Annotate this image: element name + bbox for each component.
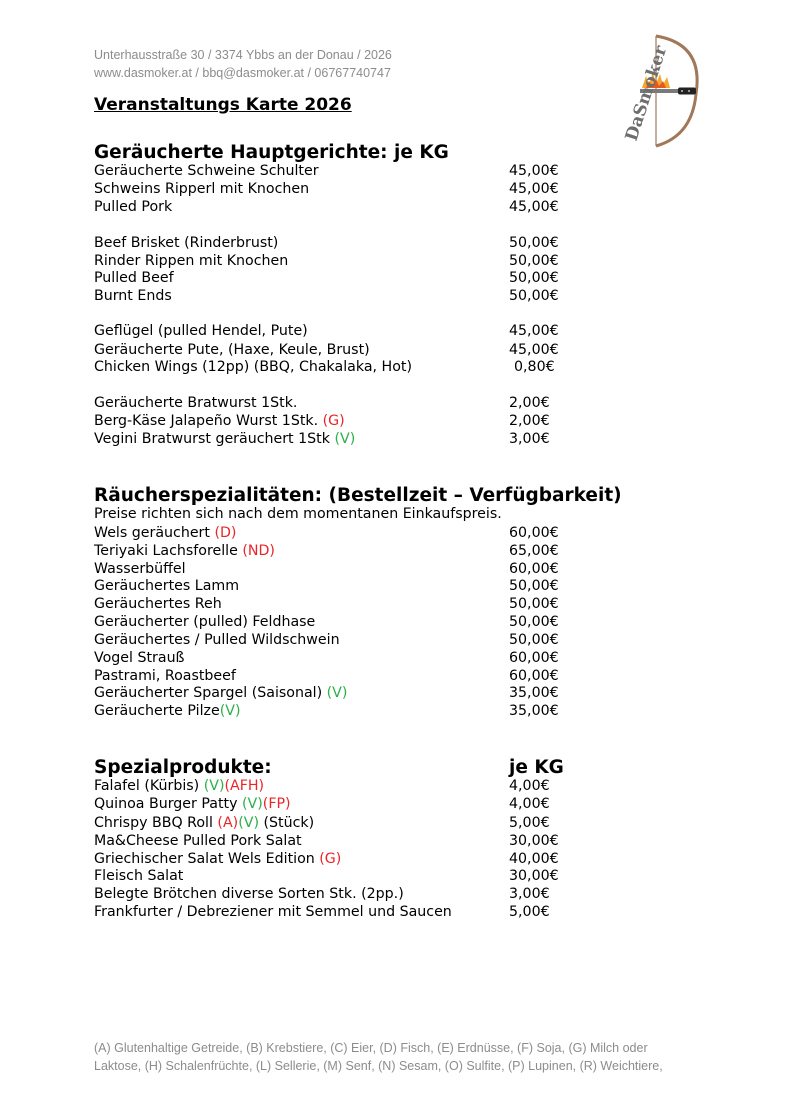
logo-text: DaSmoker — [621, 43, 672, 144]
item-price: 50,00€ — [509, 253, 559, 269]
item-price: 30,00€ — [509, 868, 559, 884]
item-price: 50,00€ — [509, 614, 559, 630]
item-price: 60,00€ — [509, 561, 559, 577]
menu-item: Burnt Ends 50,00€ — [94, 288, 559, 304]
item-price: 4,00€ — [509, 778, 550, 794]
menu-item: Belegte Brötchen diverse Sorten Stk. (2pp.) 3,00€ — [94, 886, 550, 902]
menu-item: Fleisch Salat 30,00€ — [94, 868, 559, 884]
menu-item: Vogel Strauß 60,00€ — [94, 650, 559, 666]
vegetarian-tag: (V) — [326, 685, 348, 701]
item-price: 35,00€ — [509, 703, 559, 719]
vegetarian-tag: (V) — [242, 796, 263, 812]
menu-item: Teriyaki Lachsforelle (ND) 65,00€ — [94, 543, 559, 559]
allergen-tag: (A) — [217, 815, 239, 831]
item-price: 3,00€ — [509, 886, 550, 902]
menu-item: Falafel (Kürbis) (V)(AFH) 4,00€ — [94, 778, 550, 794]
menu-item: Ma&Cheese Pulled Pork Salat 30,00€ — [94, 833, 559, 849]
item-price: 60,00€ — [509, 525, 559, 541]
menu-item: Griechischer Salat Wels Edition (G) 40,00€ — [94, 851, 559, 867]
item-price: 40,00€ — [509, 851, 559, 867]
item-price: 2,00€ — [509, 413, 550, 429]
section-unit: je KG — [509, 757, 564, 778]
item-price: 45,00€ — [509, 199, 559, 215]
menu-item: Wels geräuchert (D) 60,00€ — [94, 525, 559, 541]
allergen-legend-line-1: (A) Glutenhaltige Getreide, (B) Krebstiere, (C) Eier, (D) Fisch, (E) Erdnüsse, (F) Soja, (G) Milch oder — [94, 1041, 648, 1055]
menu-item: Pastrami, Roastbeef 60,00€ — [94, 668, 559, 684]
item-price: 4,00€ — [509, 796, 550, 812]
item-price: 45,00€ — [509, 163, 559, 179]
page-title: Veranstaltungs Karte 2026 — [94, 95, 352, 115]
section-heading-smoked-mains: Geräucherte Hauptgerichte: je KG — [94, 142, 449, 163]
item-price: 45,00€ — [509, 342, 559, 358]
menu-item: Quinoa Burger Patty (V)(FP) 4,00€ — [94, 796, 550, 812]
menu-item: Geräucherte Bratwurst 1Stk. 2,00€ — [94, 395, 550, 411]
menu-item: Beef Brisket (Rinderbrust) 50,00€ — [94, 235, 559, 251]
allergen-tag: (G) — [322, 413, 345, 429]
item-price: 45,00€ — [509, 323, 559, 339]
allergen-tag: (ND) — [242, 543, 275, 559]
menu-item: Pulled Beef 50,00€ — [94, 270, 559, 286]
section-heading-special-products: Spezialprodukte: — [94, 757, 272, 778]
item-price: 35,00€ — [509, 685, 559, 701]
menu-item: Geräucherte Pute, (Haxe, Keule, Brust) 45,00€ — [94, 342, 559, 358]
vegetarian-tag: (V) — [238, 815, 259, 831]
allergen-tag: (AFH) — [224, 778, 265, 794]
menu-item: Geräucherte Pilze(V) 35,00€ — [94, 703, 559, 719]
menu-item: Geräucherter Spargel (Saisonal) (V) 35,00€ — [94, 685, 559, 701]
menu-item: Wasserbüffel 60,00€ — [94, 561, 559, 577]
allergen-tag: (D) — [214, 525, 237, 541]
item-price: 50,00€ — [509, 288, 559, 304]
vegetarian-tag: (V) — [219, 703, 241, 719]
item-price: 50,00€ — [509, 632, 559, 648]
item-price: 60,00€ — [509, 650, 559, 666]
menu-item: Vegini Bratwurst geräuchert 1Stk (V) 3,00€ — [94, 431, 550, 447]
menu-item: Rinder Rippen mit Knochen 50,00€ — [94, 253, 559, 269]
header-contact: www.dasmoker.at / bbq@dasmoker.at / 06767740747 — [94, 66, 391, 80]
menu-item: Chrispy BBQ Roll (A)(V) (Stück) 5,00€ — [94, 815, 550, 831]
menu-item: Schweins Ripperl mit Knochen 45,00€ — [94, 181, 559, 197]
item-price: 0,80€ — [514, 359, 555, 375]
menu-item: Geflügel (pulled Hendel, Pute) 45,00€ — [94, 323, 559, 339]
item-price: 50,00€ — [509, 235, 559, 251]
item-price: 2,00€ — [509, 395, 550, 411]
item-price: 45,00€ — [509, 181, 559, 197]
menu-item: Chicken Wings (12pp) (BBQ, Chakalaka, Hot) 0,80€ — [94, 359, 555, 375]
header-address: Unterhausstraße 30 / 3374 Ybbs an der Donau / 2026 — [94, 48, 392, 62]
menu-item: Geräuchertes Reh 50,00€ — [94, 596, 559, 612]
menu-item: Berg-Käse Jalapeño Wurst 1Stk. (G) 2,00€ — [94, 413, 550, 429]
menu-item: Geräucherter (pulled) Feldhase 50,00€ — [94, 614, 559, 630]
menu-item: Geräucherte Schweine Schulter 45,00€ — [94, 163, 559, 179]
item-price: 30,00€ — [509, 833, 559, 849]
section-heading-smoked-specials: Räucherspezialitäten: (Bestellzeit – Verfügbarkeit) — [94, 485, 622, 506]
item-price: 50,00€ — [509, 596, 559, 612]
item-price: 50,00€ — [509, 578, 559, 594]
allergen-tag: (G) — [319, 851, 342, 867]
item-price: 50,00€ — [509, 270, 559, 286]
menu-item: Geräuchertes Lamm 50,00€ — [94, 578, 559, 594]
item-price: 60,00€ — [509, 668, 559, 684]
dasmoker-logo — [612, 32, 704, 150]
item-price: 3,00€ — [509, 431, 550, 447]
allergen-tag: (FP) — [262, 796, 291, 812]
menu-item: Geräuchertes / Pulled Wildschwein 50,00€ — [94, 632, 559, 648]
price-note: Preise richten sich nach dem momentanen Einkaufspreis. — [94, 506, 502, 522]
menu-item: Pulled Pork 45,00€ — [94, 199, 559, 215]
item-price: 5,00€ — [509, 815, 550, 831]
item-price: 65,00€ — [509, 543, 559, 559]
vegetarian-tag: (V) — [334, 431, 356, 447]
menu-item: Frankfurter / Debreziener mit Semmel und Saucen 5,00€ — [94, 904, 550, 920]
vegetarian-tag: (V) — [203, 778, 225, 794]
allergen-legend-line-2: Laktose, (H) Schalenfrüchte, (L) Sellerie, (M) Senf, (N) Sesam, (O) Sulfite, (P) Lupinen, (R) Weichtiere, — [94, 1059, 663, 1073]
item-price: 5,00€ — [509, 904, 550, 920]
